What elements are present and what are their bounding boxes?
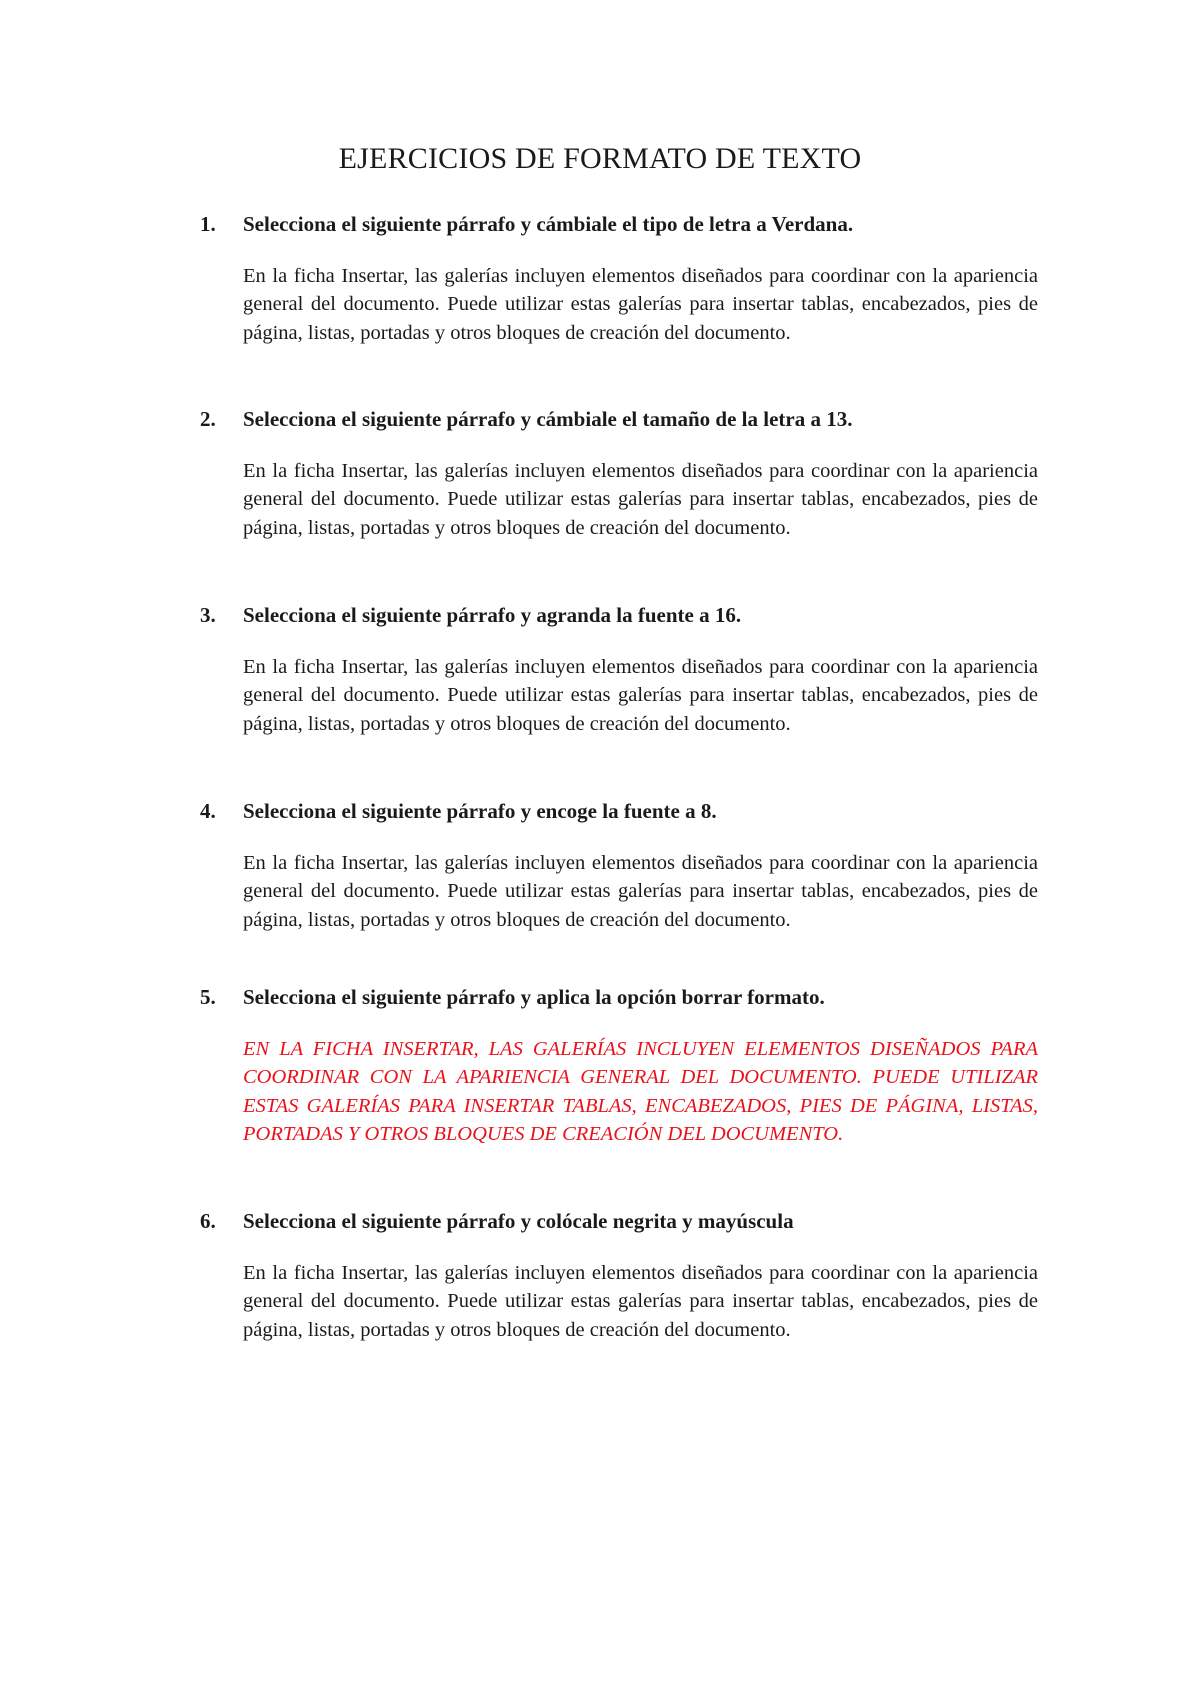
exercise-paragraph[interactable]: En la ficha Insertar, las galerías incluyen elementos diseñados para coordinar con la apariencia general del documento. Puede utilizar estas galerías para insertar tablas, encabezados, pies de página, listas, portadas y otros bloques de creación del documento. [243,852,1038,931]
exercise-number: 6. [200,1209,216,1233]
exercise-instruction: Selecciona el siguiente párrafo y aplica la opción borrar formato. [243,985,825,1009]
formatted-paragraph[interactable]: EN LA FICHA INSERTAR, LAS GALERÍAS INCLUYEN ELEMENTOS DISEÑADOS PARA COORDINAR CON LA APARIENCIA GENERAL DEL DOCUMENTO. PUEDE UTILIZAR ESTAS GALERÍAS PARA INSERTAR TABLAS, ENCABEZADOS, PIES DE PÁGINA, LISTAS, PORTADAS Y OTROS BLOQUES DE CREACIÓN DEL DOCUMENTO. [243,1038,1038,1145]
exercise-paragraph[interactable]: En la ficha Insertar, las galerías incluyen elementos diseñados para coordinar con la apariencia general del documento. Puede utilizar estas galerías para insertar tablas, encabezados, pies de página, listas, portadas y otros bloques de creación del documento. [243,1262,1038,1341]
exercise-instruction: Selecciona el siguiente párrafo y encoge la fuente a 8. [243,799,717,823]
exercise-number: 5. [200,985,216,1009]
exercise-number: 4. [200,799,216,823]
exercise-paragraph[interactable]: En la ficha Insertar, las galerías incluyen elementos diseñados para coordinar con la apariencia general del documento. Puede utilizar estas galerías para insertar tablas, encabezados, pies de página, listas, portadas y otros bloques de creación del documento. [243,656,1038,735]
exercise-instruction: Selecciona el siguiente párrafo y colócale negrita y mayúscula [243,1209,794,1233]
exercise-instruction: Selecciona el siguiente párrafo y cámbiale el tipo de letra a Verdana. [243,212,854,236]
page-title: EJERCICIOS DE FORMATO DE TEXTO [338,142,862,175]
exercise-number: 3. [200,603,216,627]
exercise-number: 1. [200,212,216,236]
exercise-paragraph[interactable]: En la ficha Insertar, las galerías incluyen elementos diseñados para coordinar con la apariencia general del documento. Puede utilizar estas galerías para insertar tablas, encabezados, pies de página, listas, portadas y otros bloques de creación del documento. [243,265,1038,344]
exercise-paragraph[interactable]: En la ficha Insertar, las galerías incluyen elementos diseñados para coordinar con la apariencia general del documento. Puede utilizar estas galerías para insertar tablas, encabezados, pies de página, listas, portadas y otros bloques de creación del documento. [243,460,1038,539]
exercise-instruction: Selecciona el siguiente párrafo y agranda la fuente a 16. [243,603,742,627]
exercise-number: 2. [200,407,216,431]
exercise-instruction: Selecciona el siguiente párrafo y cámbiale el tamaño de la letra a 13. [243,407,853,431]
